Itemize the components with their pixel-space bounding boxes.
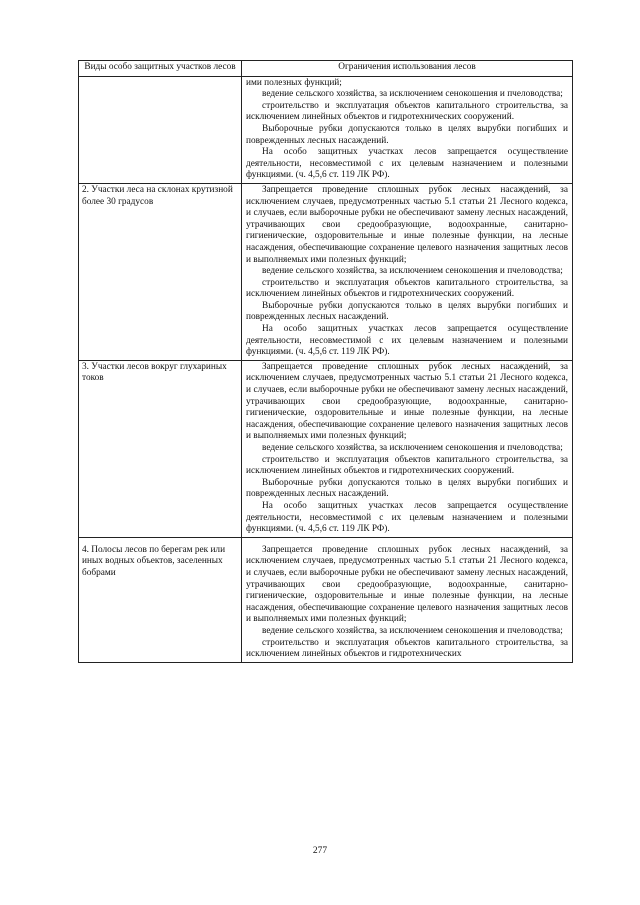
table-row (79, 76, 573, 183)
restriction-text (242, 537, 573, 662)
restriction-paragraph: На особо защитных участках лесов запрещается осуществление деятельности, несовместимой с их целевым назначением и полезными функциями. (ч. 4,5,6 ст. 119 ЛК РФ). (246, 147, 568, 181)
protected-area-type: 3. Участки лесов вокруг глухариных токов (79, 360, 242, 537)
restriction-paragraph: Выборочные рубки допускаются только в целях вырубки погибших и поврежденных лесных насаждений. (246, 300, 568, 323)
table-row (79, 360, 573, 537)
page-number: 277 (312, 846, 328, 856)
table-row (79, 537, 573, 662)
restriction-paragraph: строительство и эксплуатация объектов капитального строительства, за исключением линейных объектов и гидротехнических сооружений. (246, 277, 568, 300)
protected-area-type: 4. Полосы лесов по берегам рек или иных водных объектов, заселенных бобрами (79, 537, 242, 662)
header-restrictions: Ограничения использования лесов (242, 61, 573, 77)
protected-area-type (79, 76, 242, 183)
restriction-paragraph: ведение сельского хозяйства, за исключением сенокошения и пчеловодства; (262, 625, 563, 636)
restrictions-table (78, 60, 573, 663)
restriction-paragraph: ими полезных функций; (246, 77, 342, 88)
restriction-paragraph: Выборочные рубки допускаются только в целях вырубки погибших и поврежденных лесных насаждений. (246, 477, 568, 500)
restriction-text (242, 76, 573, 183)
restriction-text (242, 360, 573, 537)
table-header-row (79, 61, 573, 77)
table-row (79, 183, 573, 360)
restriction-paragraph: строительство и эксплуатация объектов капитального строительства, за исключением линейных объектов и гидротехнических сооружений. (246, 454, 568, 477)
restriction-paragraph: На особо защитных участках лесов запрещается осуществление деятельности, несовместимой с их целевым назначением и полезными функциями. (ч. 4,5,6 ст. 119 ЛК РФ). (246, 324, 568, 358)
restriction-paragraph: Выборочные рубки допускаются только в целях вырубки погибших и поврежденных лесных насаждений. (246, 123, 568, 146)
restriction-paragraph: строительство и эксплуатация объектов капитального строительства, за исключением линейных объектов и гидротехнических (246, 637, 568, 660)
restriction-paragraph: ведение сельского хозяйства, за исключением сенокошения и пчеловодства; (262, 266, 563, 277)
restriction-paragraph: строительство и эксплуатация объектов капитального строительства, за исключением линейных объектов и гидротехнических сооружений. (246, 100, 568, 123)
restriction-paragraph: На особо защитных участках лесов запрещается осуществление деятельности, несовместимой с их целевым назначением и полезными функциями. (ч. 4,5,6 ст. 119 ЛК РФ). (246, 500, 568, 535)
restriction-paragraph: ведение сельского хозяйства, за исключением сенокошения и пчеловодства; (262, 89, 563, 100)
restriction-paragraph: ведение сельского хозяйства, за исключением сенокошения и пчеловодства; (262, 443, 563, 453)
restriction-text (242, 183, 573, 360)
restriction-paragraph: Запрещается проведение сплошных рубок лесных насаждений, за исключением случаев, предусмотренных частью 5.1 статьи 21 Лесного кодекса, и случаев, если выборочные рубки не обеспечивают замену лесных насаждений, утрачивающих свои средообразующие, водоохранные, санитарно-гигиенические, оздоровительные и иные полезные функции, на лесные насаждения, обеспечивающие сохранение целевого назначения защитных лесов и выполняемых ими полезных функций; (246, 361, 568, 442)
restriction-paragraph: Запрещается проведение сплошных рубок лесных насаждений, за исключением случаев, предусмотренных частью 5.1 статьи 21 Лесного кодекса, и случаев, если выборочные рубки не обеспечивают замену лесных насаждений, утрачивающих свои средообразующие, водоохранные, санитарно-гигиенические, оздоровительные и иные полезные функции, на лесные насаждения, обеспечивающие сохранение целевого назначения защитных лесов и выполняемых ими полезных функций; (246, 184, 568, 265)
protected-area-type: 2. Участки леса на склонах крутизной более 30 градусов (79, 183, 242, 360)
header-protected-areas: Виды особо защитных участков лесов (79, 61, 242, 77)
restriction-paragraph: Запрещается проведение сплошных рубок лесных насаждений, за исключением случаев, предусмотренных частью 5.1 статьи 21 Лесного кодекса, и случаев, если выборочные рубки не обеспечивают замену лесных насаждений, утрачивающих свои средообразующие, водоохранные, санитарно-гигиенические, оздоровительные и иные полезные функции, на лесные насаждения, обеспечивающие сохранение целевого назначения защитных лесов и выполняемых ими полезных функций; (246, 544, 568, 625)
